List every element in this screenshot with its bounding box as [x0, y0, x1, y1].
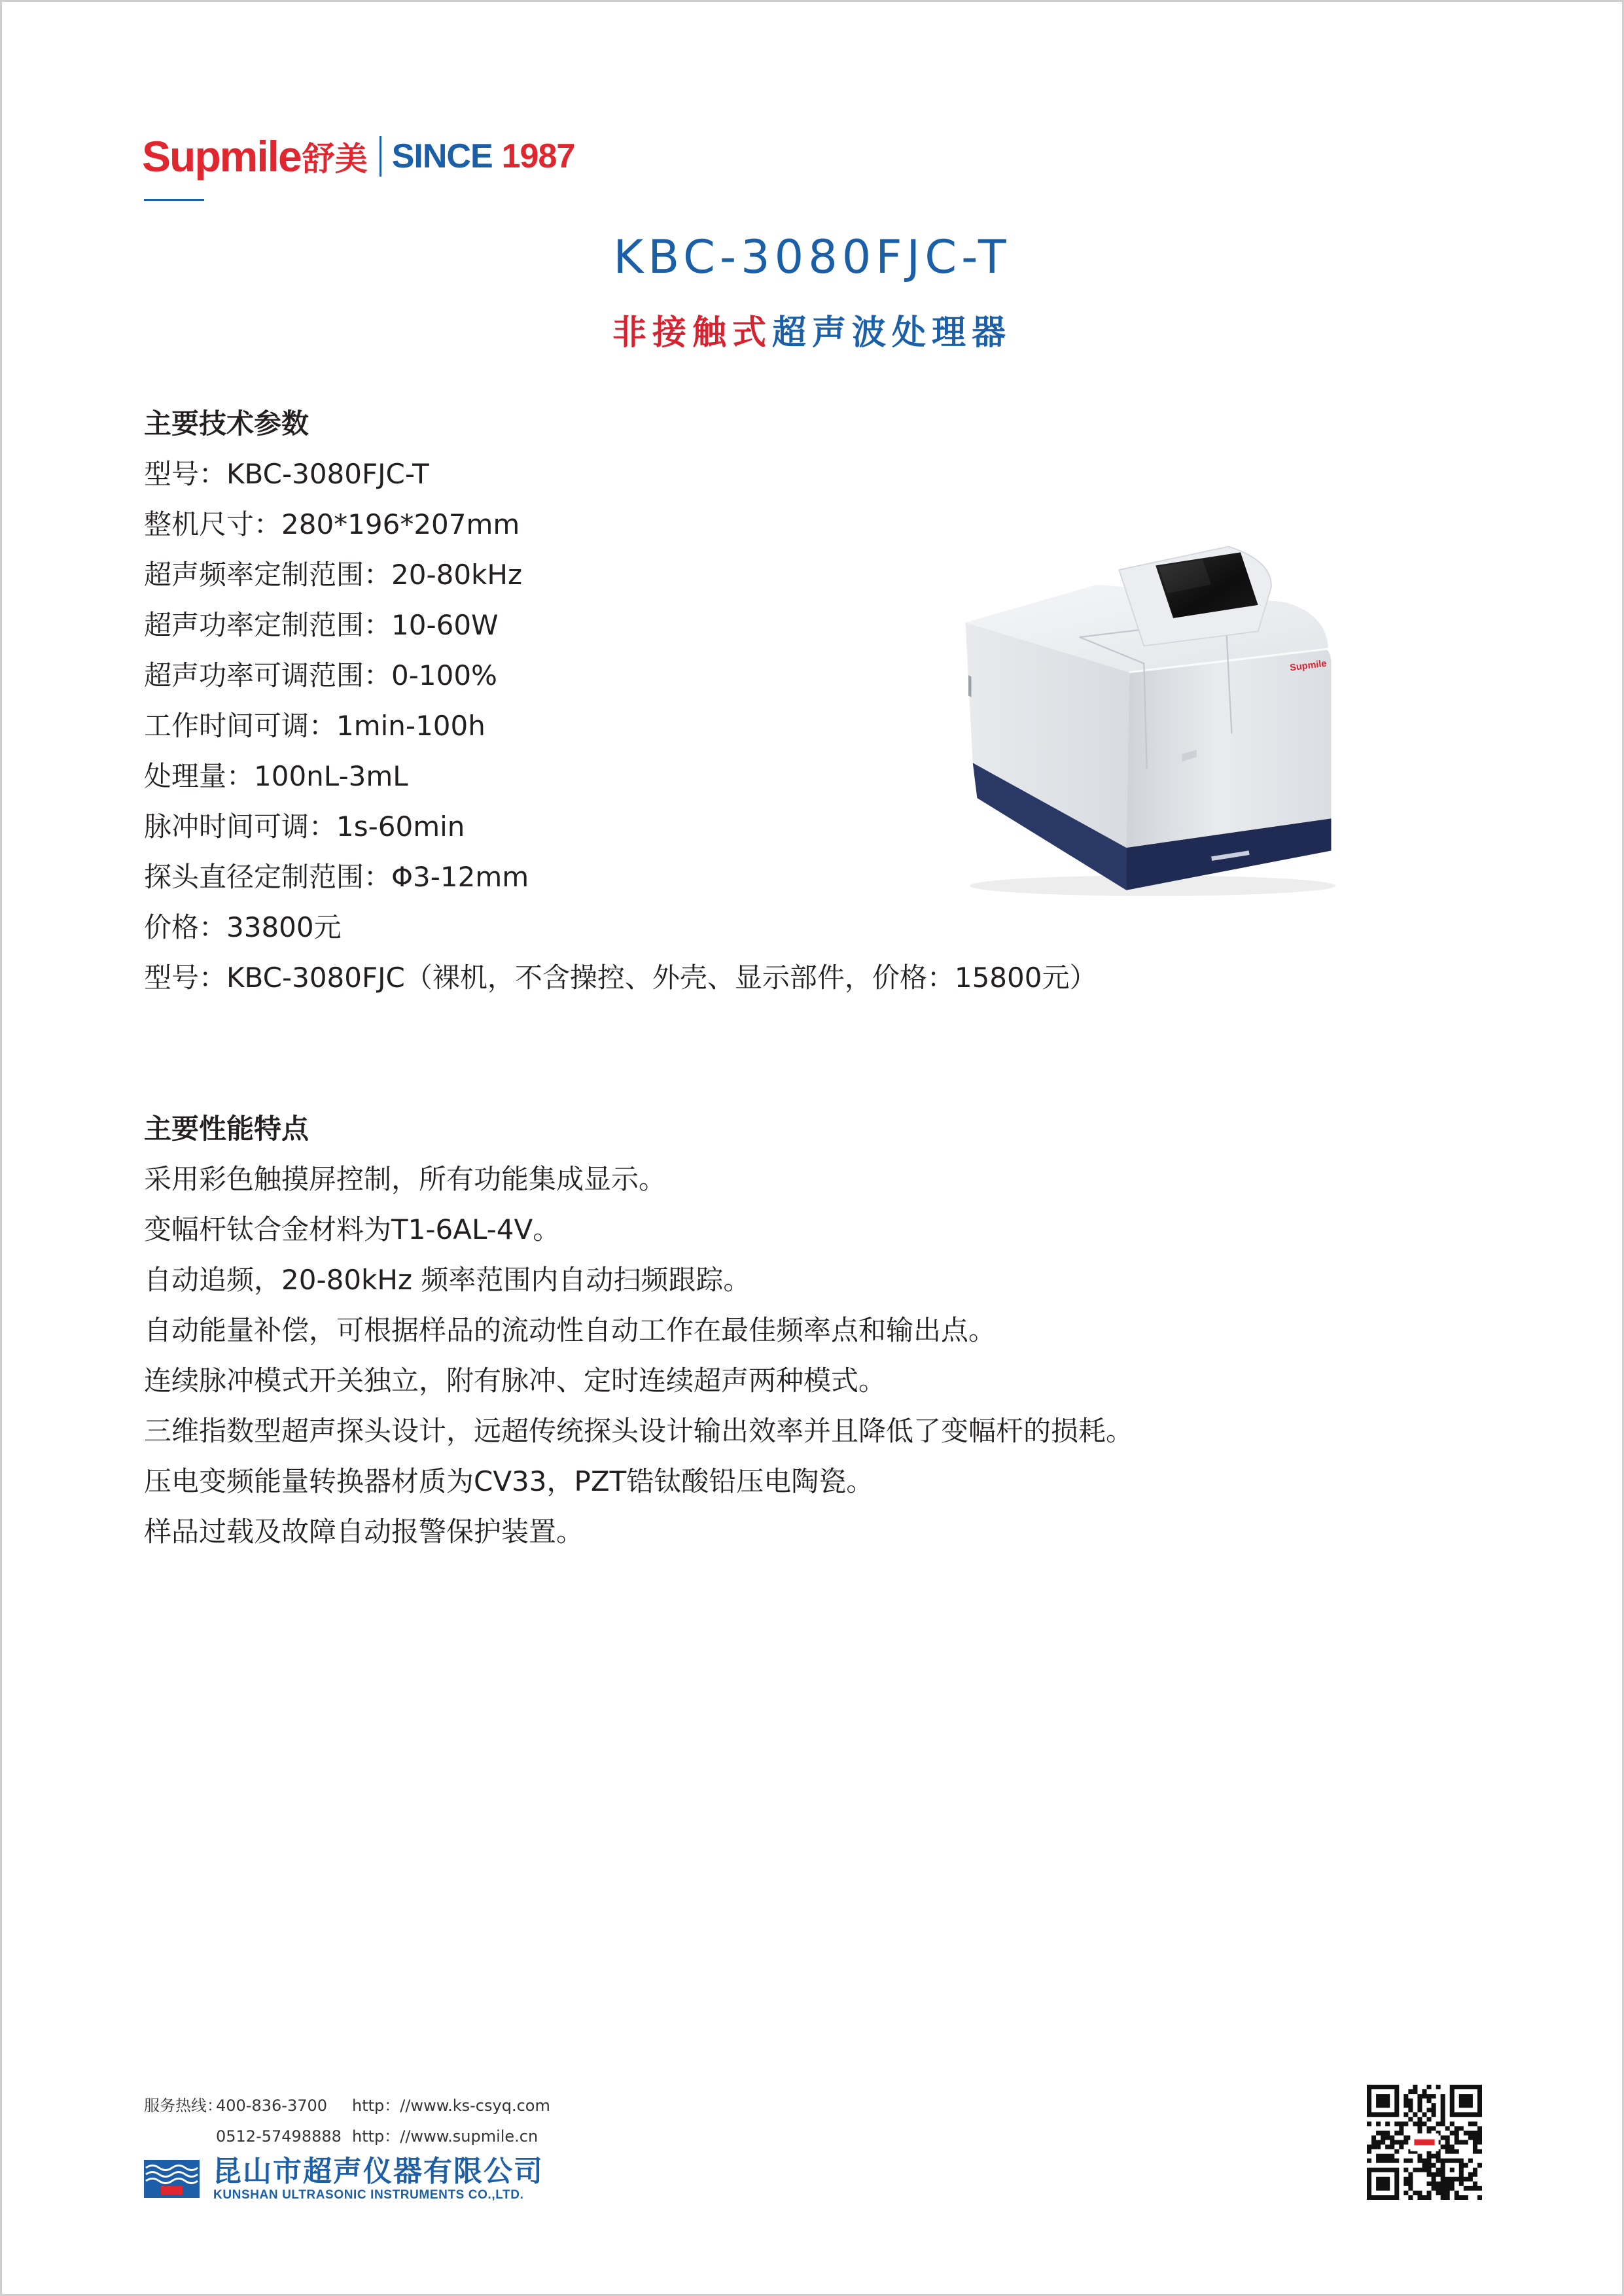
feature-list [144, 1154, 1133, 1557]
feature-item: 样品过载及故障自动报警保护装置。 [144, 1516, 584, 1548]
subtitle-rest: 超声波处理器 [772, 313, 1012, 353]
subtitle-highlight: 非接触式 [612, 313, 772, 353]
logo-chinese-name: 舒美 [302, 140, 368, 178]
device-logo: Supmile [1289, 658, 1328, 674]
company-name-english: KUNSHAN ULTRASONIC INSTRUMENTS CO.,LTD. [213, 2188, 524, 2202]
spec-item: 处理量：100nL-3mL [144, 760, 408, 792]
qr-center-logo-mark [1414, 2139, 1434, 2145]
model-title: KBC-3080FJC-T [613, 230, 1011, 284]
device-side-slot [968, 675, 971, 697]
spec-heading: 主要技术参数 [144, 408, 309, 440]
company-icon-mark [161, 2186, 183, 2195]
product-photo [957, 538, 1340, 897]
feature-item: 采用彩色触摸屏控制，所有功能集成显示。 [144, 1163, 667, 1195]
brand-logo [142, 130, 574, 183]
spec-section [144, 398, 1097, 1003]
spec-item: 超声频率定制范围：20-80kHz [144, 559, 522, 591]
feature-item: 变幅杆钛合金材料为T1-6AL-4V。 [144, 1213, 561, 1245]
qr-code [1367, 2085, 1482, 2200]
feature-section [144, 1104, 1133, 1557]
spec-item: 超声功率定制范围：10-60W [144, 609, 499, 641]
logo-since-year: 1987 [501, 137, 575, 175]
feature-item: 连续脉冲模式开关独立，附有脉冲、定时连续超声两种模式。 [144, 1365, 887, 1397]
feature-item: 压电变频能量转换器材质为CV33，PZT锆钛酸铅压电陶瓷。 [144, 1465, 874, 1497]
spec-item: 脉冲时间可调：1s-60min [144, 810, 465, 843]
feature-item: 自动能量补偿，可根据样品的流动性自动工作在最佳频率点和输出点。 [144, 1314, 997, 1346]
logo-wordmark: Supmile [142, 132, 301, 181]
header-accent-rule [144, 199, 204, 201]
spec-item: 超声功率可调范围：0-100% [144, 659, 497, 691]
website-url-1: http：//www.ks-csyq.com [352, 2096, 550, 2115]
hotline-number-2: 0512-57498888 [216, 2127, 342, 2146]
feature-heading: 主要性能特点 [144, 1113, 309, 1145]
spec-item: 型号：KBC-3080FJC（裸机，不含操控、外壳、显示部件，价格：15800元） [144, 962, 1097, 994]
spec-item: 型号：KBC-3080FJC-T [144, 458, 429, 490]
logo-divider [380, 136, 381, 177]
spec-list [144, 449, 1097, 1003]
spec-item: 价格：33800元 [144, 911, 342, 943]
logo-since-label: SINCE [391, 137, 493, 175]
feature-item: 三维指数型超声探头设计，远超传统探头设计输出效率并且降低了变幅杆的损耗。 [144, 1415, 1134, 1447]
company-name-chinese: 昆山市超声仪器有限公司 [213, 2155, 544, 2188]
hotline-number-1: 400-836-3700 [216, 2096, 328, 2115]
spec-item: 整机尺寸：280*196*207mm [144, 508, 520, 540]
website-url-2: http：//www.supmile.cn [352, 2127, 538, 2146]
feature-item: 自动追频，20-80kHz 频率范围内自动扫频跟踪。 [144, 1264, 751, 1296]
spec-item: 探头直径定制范围：Φ3-12mm [144, 861, 529, 893]
spec-item: 工作时间可调：1min-100h [144, 710, 485, 742]
company-logo-icon [144, 2160, 200, 2198]
hotline-label: 服务热线： [144, 2096, 222, 2115]
product-subtitle [2, 312, 1622, 354]
